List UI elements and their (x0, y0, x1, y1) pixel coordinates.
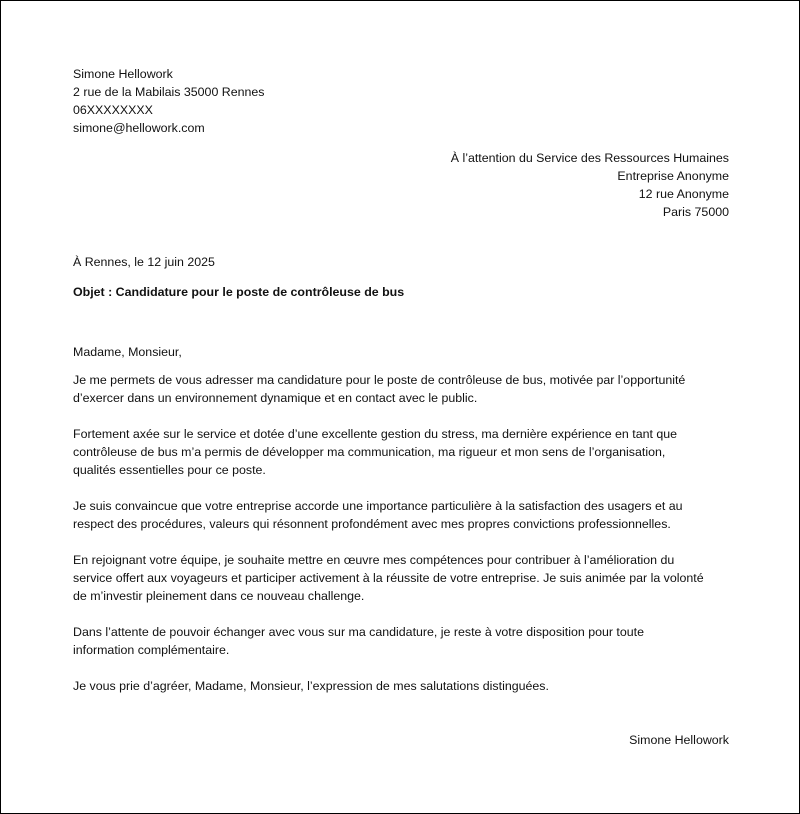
sender-name: Simone Hellowork (73, 67, 173, 81)
body-line: Je suis convaincue que votre entreprise accorde une importance particulière à la satisfaction des usagers et au (73, 499, 683, 513)
body-line: information complémentaire. (73, 643, 230, 657)
body-line: Fortement axée sur le service et dotée d’une excellente gestion du stress, ma dernière expérience en tant que (73, 427, 678, 441)
body-paragraph-2 (73, 425, 729, 479)
subject-text: Objet : Candidature pour le poste de contrôleuse de bus (73, 285, 405, 299)
body-paragraph-3 (73, 497, 729, 533)
closing-text: Je vous prie d’agréer, Madame, Monsieur, l’expression de mes salutations distinguées. (73, 679, 549, 693)
recipient-street: 12 rue Anonyme (638, 187, 729, 201)
date-line (73, 253, 729, 271)
salutation-text: Madame, Monsieur, (73, 345, 182, 359)
recipient-attention: À l’attention du Service des Ressources Humaines (450, 151, 729, 165)
body-line: service offert aux voyageurs et participer activement à la réussite de votre entreprise. Je suis animée par la volonté (73, 571, 704, 585)
body-paragraph-5 (73, 623, 729, 659)
body-line: contrôleuse de bus m’a permis de développer ma communication, ma rigueur et mon sens de l’organisation, (73, 445, 666, 459)
body-line: En rejoignant votre équipe, je souhaite mettre en œuvre mes compétences pour contribuer à l’amélioration du (73, 553, 675, 567)
sender-phone: 06XXXXXXXX (73, 103, 153, 117)
signature-text: Simone Hellowork (629, 733, 729, 747)
body-line: de m’investir pleinement dans ce nouveau challenge. (73, 589, 365, 603)
recipient-company: Entreprise Anonyme (617, 169, 729, 183)
body-paragraph-1 (73, 371, 729, 407)
date-text: À Rennes, le 12 juin 2025 (73, 255, 215, 269)
closing (73, 677, 729, 695)
body-line: respect des procédures, valeurs qui résonnent profondément avec mes propres convictions professionnelles. (73, 517, 671, 531)
sender-block (73, 65, 729, 137)
salutation (73, 343, 729, 361)
body-line: Je me permets de vous adresser ma candidature pour le poste de contrôleuse de bus, motivée par l’opportunité (73, 373, 686, 387)
signature (73, 731, 729, 749)
body-paragraph-4 (73, 551, 729, 605)
body-line: Dans l’attente de pouvoir échanger avec vous sur ma candidature, je reste à votre disposition pour toute (73, 625, 644, 639)
subject-line (73, 283, 729, 301)
body-line: qualités essentielles pour ce poste. (73, 463, 266, 477)
sender-address: 2 rue de la Mabilais 35000 Rennes (73, 85, 265, 99)
recipient-city: Paris 75000 (662, 205, 729, 219)
recipient-block (73, 149, 729, 221)
sender-email: simone@hellowork.com (73, 121, 205, 135)
body-line: d’exercer dans un environnement dynamique et en contact avec le public. (73, 391, 478, 405)
